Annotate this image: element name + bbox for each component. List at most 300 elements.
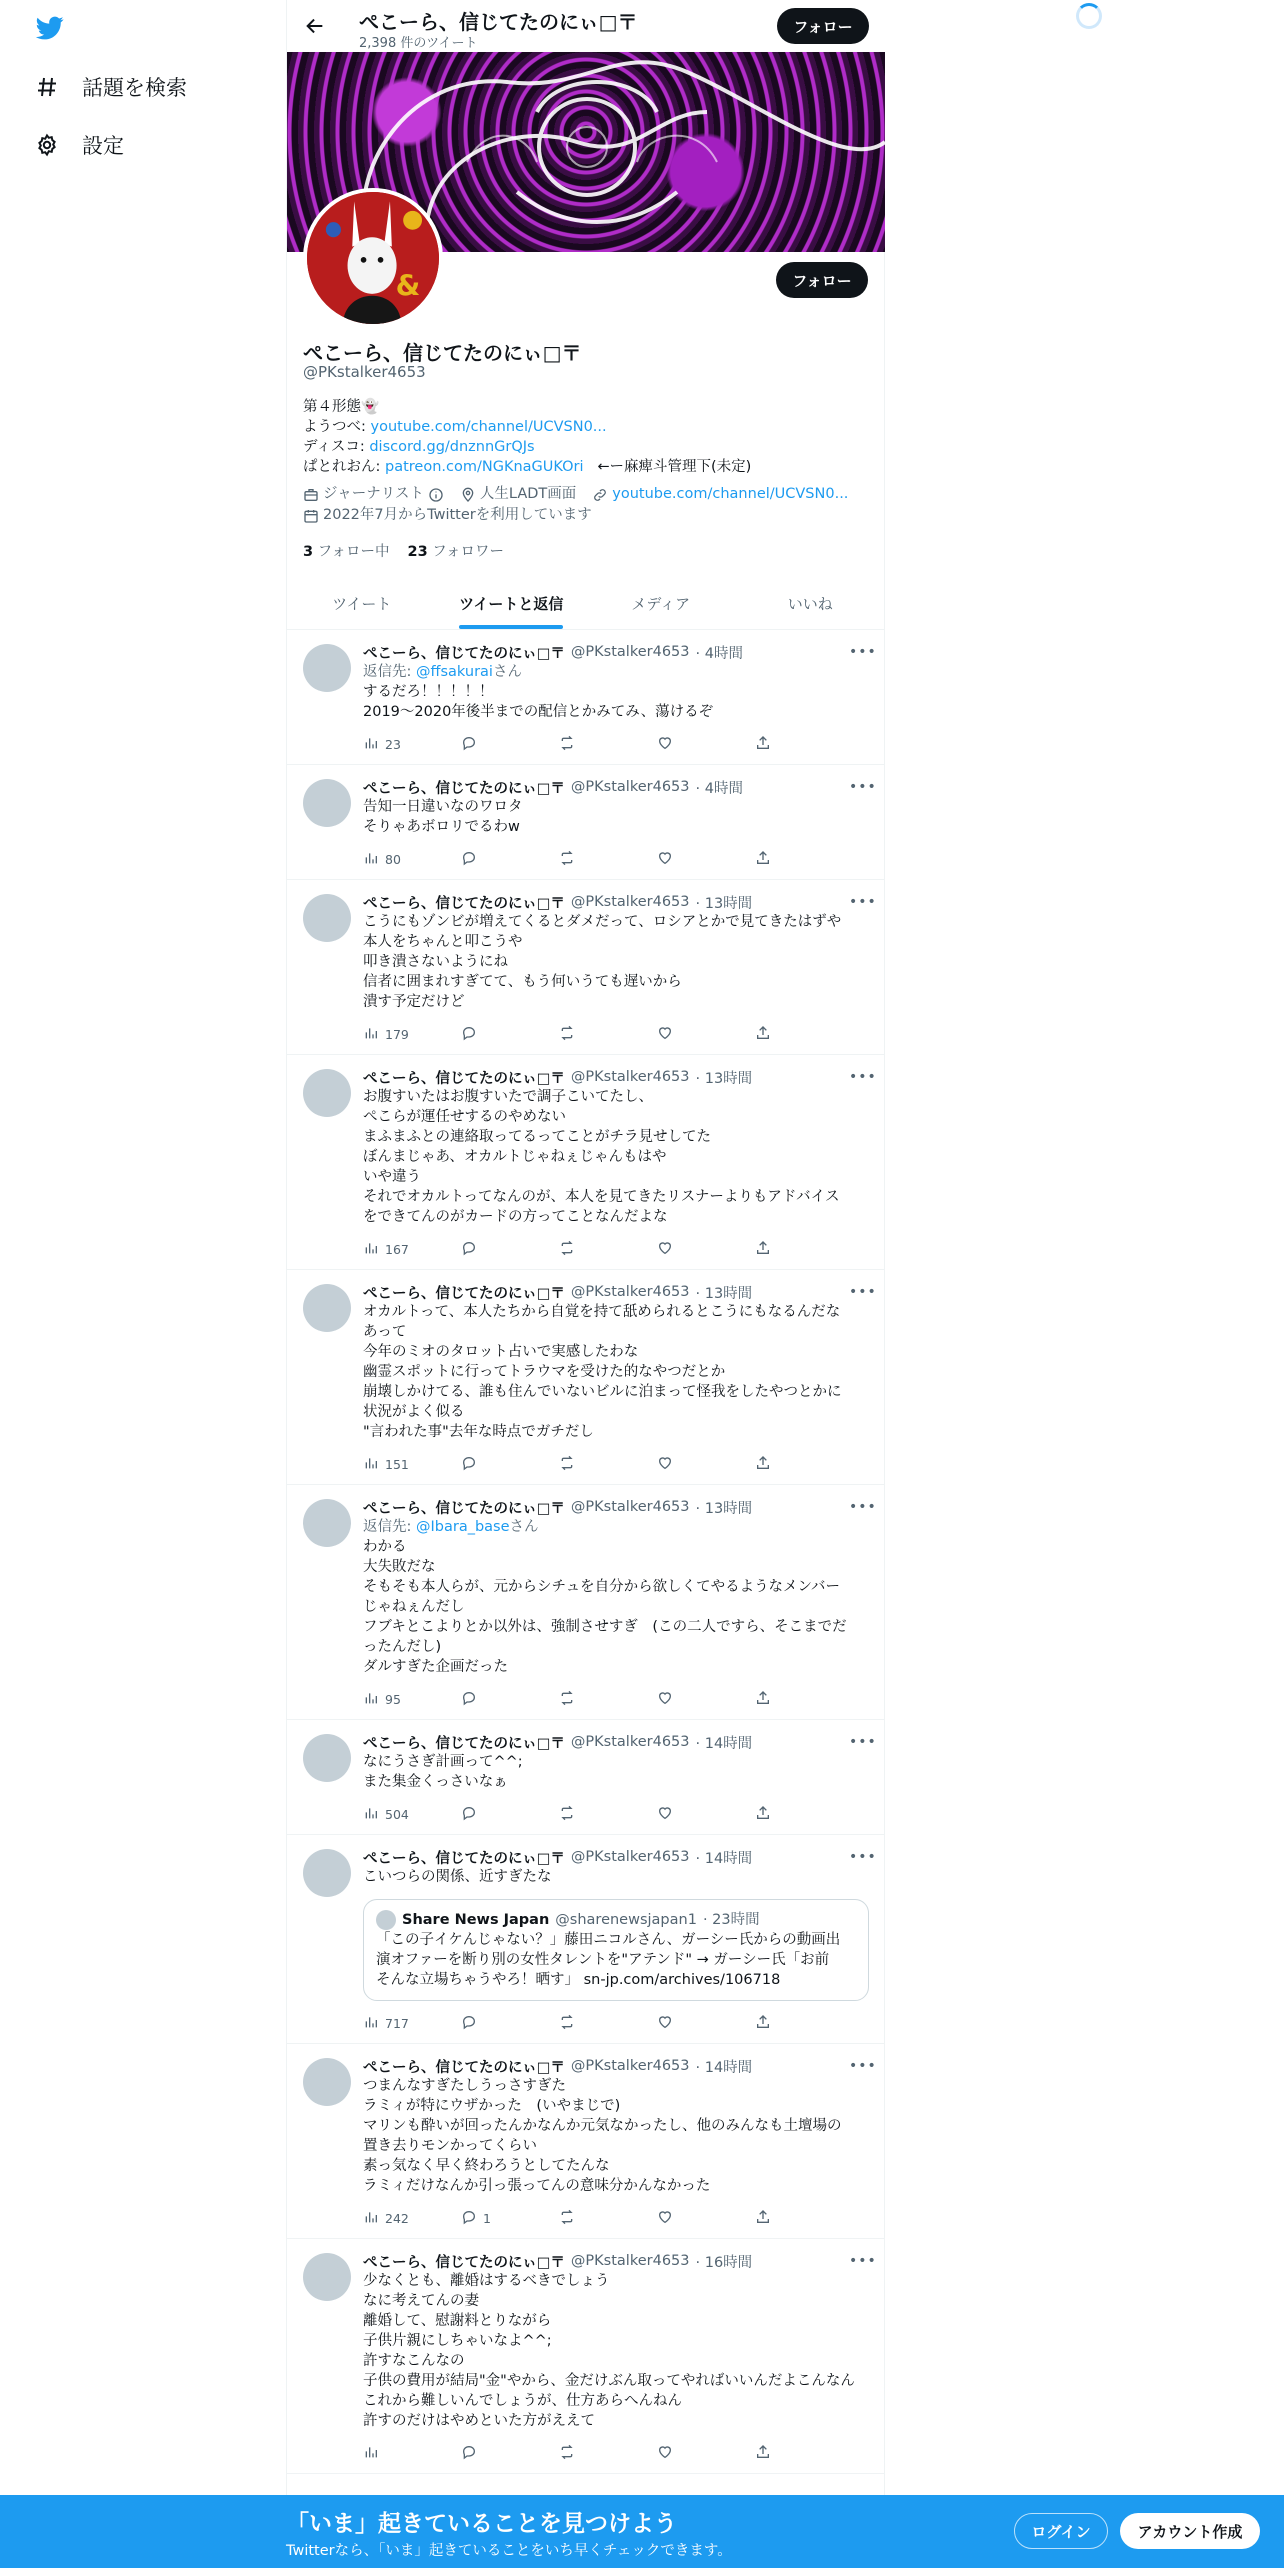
tweet-text-line: をできてんのがカードの方ってことなんだよな: [363, 1209, 668, 1225]
reply-button[interactable]: [461, 849, 559, 869]
info-icon[interactable]: [428, 487, 444, 503]
quote-text-line: 演オファーを断り別の女性タレントを"アテンド" → ガーシー氏「お前: [376, 1952, 830, 1968]
signup-button[interactable]: アカウント作成: [1120, 2513, 1260, 2549]
tweet-text-line: オカルトって、本人たちから自覚を持て舐められるとこうにもなるんだな: [363, 1304, 841, 1320]
tweet[interactable]: [287, 765, 885, 880]
reply-icon: [461, 1455, 477, 1474]
share-button[interactable]: [755, 1024, 853, 1044]
retweet-icon: [559, 2444, 575, 2463]
profile-name: ぺこーら、信じてたのにぃ□〒: [303, 341, 582, 365]
share-button[interactable]: [755, 2443, 853, 2463]
tweet[interactable]: [287, 2239, 885, 2474]
login-button[interactable]: ログイン: [1014, 2513, 1108, 2549]
tweet-time[interactable]: · 4時間: [695, 645, 743, 662]
like-button[interactable]: [657, 2013, 755, 2033]
tweet-text-line: 本人をちゃんと叩こうや: [363, 934, 523, 950]
profile-avatar[interactable]: [303, 188, 443, 328]
share-button[interactable]: [755, 2013, 853, 2033]
views-icon: [363, 1240, 379, 1259]
views-button[interactable]: 151: [363, 1454, 461, 1474]
views-button[interactable]: [363, 2443, 461, 2463]
tweet-text-line: 子供片親にしちゃいなよ^^;: [363, 2333, 552, 2349]
views-icon: [363, 2014, 379, 2033]
tweet[interactable]: [287, 1055, 885, 1270]
tweet-time[interactable]: · 14時間: [695, 2059, 753, 2076]
tweet-time[interactable]: · 16時間: [695, 2254, 753, 2271]
tweet-author-handle[interactable]: @PKstalker4653: [570, 2253, 690, 2269]
tweet-avatar[interactable]: [303, 779, 351, 827]
tweet-actions: [363, 1239, 869, 1259]
tweet-author-name[interactable]: ぺこーら、信じてたのにぃ□〒: [363, 1735, 565, 1752]
tweet-text-line: 状況がよく似る: [363, 1404, 465, 1420]
share-icon: [755, 1240, 771, 1259]
tweet-reply-context: 返信先: @Ibara_baseさん: [363, 1519, 539, 1535]
tweet-author-handle[interactable]: @PKstalker4653: [570, 2058, 690, 2074]
share-icon: [755, 2209, 771, 2228]
quote-tweet[interactable]: [363, 1899, 869, 2001]
reply-button[interactable]: [461, 2443, 559, 2463]
tweet-text: [363, 912, 869, 1012]
reply-to-link[interactable]: @ffsakurai: [416, 664, 493, 680]
retweet-button[interactable]: [559, 1804, 657, 1824]
tweet-author-handle[interactable]: @PKstalker4653: [570, 1734, 690, 1750]
tweet-text-line: 置き去りモンかってくらい: [363, 2138, 537, 2154]
loading-spinner-icon: [1076, 3, 1102, 29]
tab-tweets-and-replies[interactable]: ツイートと返信: [437, 578, 587, 629]
tweet-author-name[interactable]: ぺこーら、信じてたのにぃ□〒: [363, 1070, 565, 1087]
tweet-text-line: ぼんまじゃあ、オカルトじゃねぇじゃんもはや: [363, 1149, 667, 1165]
like-icon: [657, 2444, 673, 2463]
tweet-header: [363, 1067, 877, 1087]
more-icon[interactable]: •••: [849, 1849, 877, 1865]
bio-patreon-line: ぱとれおん: patreon.com/NGKnaGUKOri ←ー麻痺斗管理下(未定): [303, 459, 752, 475]
retweet-icon: [559, 1805, 575, 1824]
like-icon: [657, 1455, 673, 1474]
tweet[interactable]: [287, 1270, 885, 1485]
reply-icon: [461, 2209, 477, 2228]
tweet-text-line: "言われた事"去年な時点でガチだし: [363, 1424, 594, 1440]
reply-button[interactable]: [461, 1454, 559, 1474]
reply-button[interactable]: [461, 2013, 559, 2033]
tweet-avatar[interactable]: [303, 1284, 351, 1332]
tweet-header: [363, 1282, 877, 1302]
views-button[interactable]: 179: [363, 1024, 461, 1044]
retweet-icon: [559, 1455, 575, 1474]
reply-button[interactable]: [461, 1239, 559, 1259]
tweet-header: [363, 2251, 877, 2271]
like-button[interactable]: [657, 1239, 755, 1259]
tweet-time[interactable]: · 13時間: [695, 895, 753, 912]
reply-button[interactable]: [461, 734, 559, 754]
signup-banner-subtitle: Twitterなら、「いま」起きていることをいち早くチェックできます。: [286, 2543, 732, 2559]
followers-link[interactable]: 23 フォロワー: [407, 544, 505, 560]
like-button[interactable]: [657, 849, 755, 869]
views-button[interactable]: 95: [363, 1689, 461, 1709]
tweet-text: [363, 797, 869, 837]
nav-explore-label: 話題を検索: [82, 76, 187, 100]
tweet-text-line: 告知一日違いなのワロタ: [363, 799, 523, 815]
like-icon: [657, 850, 673, 869]
tweet-time[interactable]: · 14時間: [695, 1850, 753, 1867]
tweet-text: [363, 2271, 869, 2431]
tweet-author-name[interactable]: ぺこーら、信じてたのにぃ□〒: [363, 1500, 565, 1517]
like-icon: [657, 735, 673, 754]
tweet-time[interactable]: · 13時間: [695, 1285, 753, 1302]
profile-column: [286, 0, 885, 2568]
bio-youtube-link[interactable]: youtube.com/channel/UCVSN0...: [370, 419, 607, 435]
tweet-actions: [363, 1024, 869, 1044]
profile-location: 人生LADT画面: [460, 484, 576, 505]
tweet-text-line: これから難しいんでしょうが、仕方あらへんねん: [363, 2393, 682, 2409]
views-icon: [363, 1025, 379, 1044]
share-icon: [755, 1690, 771, 1709]
tab-media[interactable]: メディア: [631, 595, 691, 613]
like-button[interactable]: [657, 734, 755, 754]
share-icon: [755, 850, 771, 869]
tweet-text-line: そりゃあボロリでるわw: [363, 819, 520, 835]
views-icon: [363, 735, 379, 754]
quote-text-line: そんな立場ちゃうやろ！晒す」 sn-jp.com/archives/106718: [376, 1972, 781, 1988]
retweet-button[interactable]: [559, 1454, 657, 1474]
retweet-icon: [559, 1690, 575, 1709]
more-icon[interactable]: •••: [849, 1499, 877, 1515]
tweet-text: [363, 1867, 869, 1887]
quote-avatar: [376, 1910, 396, 1930]
views-icon: [363, 2444, 379, 2463]
retweet-button[interactable]: [559, 2013, 657, 2033]
tweet-avatar[interactable]: [303, 1069, 351, 1117]
tweet-avatar[interactable]: [303, 2253, 351, 2301]
signup-banner-title: 「いま」起きていることを見つけよう: [286, 2511, 677, 2537]
tweet-text-line: 素っ気なく早く終わろうとしてたんな: [363, 2158, 610, 2174]
profile-meta: [303, 484, 873, 526]
tweet[interactable]: [287, 630, 885, 765]
more-icon[interactable]: •••: [849, 1069, 877, 1085]
profile-category: ジャーナリスト: [303, 484, 444, 505]
share-button[interactable]: [755, 2208, 853, 2228]
nav-settings[interactable]: [34, 127, 124, 163]
header-profile-name: ぺこーら、信じてたのにぃ□〒: [359, 10, 638, 34]
nav-settings-label: 設定: [82, 134, 124, 158]
views-button[interactable]: 717: [363, 2013, 461, 2033]
tweet-header: [363, 2056, 877, 2076]
tweet-time[interactable]: · 4時間: [695, 780, 743, 797]
retweet-button[interactable]: [559, 849, 657, 869]
tweet-avatar[interactable]: [303, 1734, 351, 1782]
tweet-header: [363, 1847, 877, 1867]
tweet-text-line: ラミィだけなんか引っ張ってんの意味分かんなかった: [363, 2178, 711, 2194]
briefcase-icon: [303, 487, 319, 503]
tweet-text: [363, 682, 869, 722]
tweet-actions: [363, 1689, 869, 1709]
share-icon: [755, 1805, 771, 1824]
tweet-author-handle[interactable]: @PKstalker4653: [570, 1499, 690, 1515]
tweet-avatar[interactable]: [303, 2058, 351, 2106]
tweet-actions: [363, 849, 869, 869]
share-icon: [755, 1455, 771, 1474]
tweet-text-line: つまんなすぎたしうっさすぎた: [363, 2078, 566, 2094]
tweet-text-line: じゃねぇんだし: [363, 1599, 465, 1615]
retweet-icon: [559, 735, 575, 754]
more-icon[interactable]: •••: [849, 2058, 877, 2074]
location-icon: [460, 487, 476, 503]
tweet-header: [363, 892, 877, 912]
quote-author-handle: @sharenewsjapan1: [555, 1912, 697, 1928]
tweet-text-line: また集金くっさいなぁ: [363, 1774, 508, 1790]
twitter-logo-icon[interactable]: [34, 14, 66, 42]
profile-bio: [303, 397, 863, 477]
tab-likes[interactable]: いいね: [787, 595, 833, 613]
tab-tweets[interactable]: ツイート: [332, 595, 392, 613]
more-icon[interactable]: •••: [849, 1734, 877, 1750]
tweet-author-name[interactable]: ぺこーら、信じてたのにぃ□〒: [363, 1285, 565, 1302]
quote-time: · 23時間: [702, 1912, 760, 1928]
reply-icon: [461, 2444, 477, 2463]
like-button[interactable]: [657, 1804, 755, 1824]
share-icon: [755, 1025, 771, 1044]
tweet-header: [363, 1497, 877, 1517]
more-icon[interactable]: •••: [849, 894, 877, 910]
reply-button[interactable]: [461, 1689, 559, 1709]
tweet-author-name[interactable]: ぺこーら、信じてたのにぃ□〒: [363, 895, 565, 912]
tweet-text-line: フブキとこよりとか以外は、強制させすぎ (この二人ですら、そこまでだ: [363, 1619, 847, 1635]
reply-icon: [461, 1240, 477, 1259]
tweet-header: [363, 1732, 877, 1752]
bio-discord-link[interactable]: discord.gg/dnznnGrQJs: [369, 439, 535, 455]
tweet[interactable]: [287, 1485, 885, 1720]
tweet-text-line: 許すなこんなの: [363, 2353, 465, 2369]
retweet-icon: [559, 1240, 575, 1259]
tweet-avatar[interactable]: [303, 894, 351, 942]
tweet-text-line: 離婚して、慰謝料とりながら: [363, 2313, 552, 2329]
profile-website[interactable]: youtube.com/channel/UCVSN0...: [592, 484, 848, 505]
tweet-text-line: お腹すいたはお腹すいたで調子こいてたし、: [363, 1089, 653, 1105]
tweet-text-line: わかる: [363, 1539, 407, 1555]
share-button[interactable]: [755, 734, 853, 754]
tweet-text-line: 許すのだけはやめといた方がええて: [363, 2413, 595, 2429]
tweet-actions: [363, 2208, 869, 2228]
tweet-header: [363, 777, 877, 797]
tweet-text-line: ダルすぎた企画だった: [363, 1659, 508, 1675]
reply-icon: [461, 1025, 477, 1044]
calendar-icon: [303, 508, 319, 524]
reply-icon: [461, 2014, 477, 2033]
tweet-text-line: 叩き潰さないようにね: [363, 954, 508, 970]
share-icon: [755, 2014, 771, 2033]
reply-icon: [461, 1805, 477, 1824]
tweet-text: [363, 1537, 869, 1677]
views-icon: [363, 2209, 379, 2228]
share-icon: [755, 2444, 771, 2463]
tweet-author-handle[interactable]: @PKstalker4653: [570, 894, 690, 910]
tweet-text-line: こうにもゾンビが増えてくるとダメだって、ロシアとかで見てきたはずや: [363, 914, 842, 930]
like-icon: [657, 2209, 673, 2228]
tweet-text-line: ぺこらが運任せするのやめない: [363, 1109, 566, 1125]
tweet-text-line: 子供の費用が結局"金"やから、金だけぶん取ってやればいいんだよこんなん: [363, 2373, 855, 2389]
retweet-icon: [559, 850, 575, 869]
profile-handle: @PKstalker4653: [303, 363, 426, 381]
like-button[interactable]: [657, 2443, 755, 2463]
hashtag-icon: [34, 74, 60, 100]
tweet-author-handle[interactable]: @PKstalker4653: [570, 1069, 690, 1085]
tweet-text-line: 幽霊スポットに行ってトラウマを受けた的なやつだとか: [363, 1364, 726, 1380]
tweet-author-handle[interactable]: @PKstalker4653: [570, 779, 690, 795]
views-button[interactable]: 167: [363, 1239, 461, 1259]
retweet-button[interactable]: [559, 734, 657, 754]
like-icon: [657, 1025, 673, 1044]
tweet-author-name[interactable]: ぺこーら、信じてたのにぃ□〒: [363, 1850, 565, 1867]
tweet[interactable]: [287, 880, 885, 1055]
tweet-time[interactable]: · 13時間: [695, 1070, 753, 1087]
views-icon: [363, 1455, 379, 1474]
tweet-text-line: 2019〜2020年後半までの配信とかみてみ、蕩けるぞ: [363, 704, 714, 720]
profile-tabs: [287, 578, 885, 630]
tweet-time[interactable]: · 13時間: [695, 1500, 753, 1517]
nav-explore[interactable]: [34, 69, 187, 105]
tweet-text-line: 大失敗だな: [363, 1559, 436, 1575]
tweet-text-line: マリンも酔いが回ったんかなんか元気なかったし、他のみんなも土壇場の: [363, 2118, 842, 2134]
tweet-text-line: ったんだし): [363, 1639, 442, 1655]
tweet-text-line: それでオカルトってなんのが、本人を見てきたリスナーよりもアドバイス: [363, 1189, 840, 1205]
tweet-avatar[interactable]: [303, 644, 351, 692]
tweet-text-line: なにうさぎ計画って^^;: [363, 1754, 523, 1770]
retweet-icon: [559, 2014, 575, 2033]
reply-icon: [461, 1690, 477, 1709]
views-button[interactable]: 80: [363, 849, 461, 869]
share-button[interactable]: [755, 1804, 853, 1824]
bio-patreon-link[interactable]: patreon.com/NGKnaGUKOri: [385, 459, 584, 475]
like-icon: [657, 2014, 673, 2033]
tweet-text-line: 少なくとも、離婚はするべきでしょう: [363, 2273, 610, 2289]
share-button[interactable]: [755, 849, 853, 869]
tweet-actions: [363, 2443, 869, 2463]
like-button[interactable]: [657, 2208, 755, 2228]
tweet-author-name[interactable]: ぺこーら、信じてたのにぃ□〒: [363, 2059, 565, 2076]
tweet-text-line: するだろ！！！！！: [363, 684, 494, 700]
more-icon[interactable]: •••: [849, 1284, 877, 1300]
tweet-text-line: 今年のミオのタロット占いで実感したわな: [363, 1344, 639, 1360]
tweet-author-handle[interactable]: @PKstalker4653: [570, 1849, 690, 1865]
reply-button[interactable]: [461, 1024, 559, 1044]
like-button[interactable]: [657, 1689, 755, 1709]
tweet[interactable]: [287, 2044, 885, 2239]
reply-to-link[interactable]: @Ibara_base: [416, 1519, 510, 1535]
reply-button[interactable]: [461, 1804, 559, 1824]
tweet[interactable]: [287, 1835, 885, 2044]
views-icon: [363, 850, 379, 869]
retweet-button[interactable]: [559, 1239, 657, 1259]
share-button[interactable]: [755, 1454, 853, 1474]
like-icon: [657, 1805, 673, 1824]
more-icon[interactable]: •••: [849, 644, 877, 660]
profile-header-bar: [287, 0, 885, 52]
tweet[interactable]: [287, 1720, 885, 1835]
tweet-avatar[interactable]: [303, 1499, 351, 1547]
quote-text-line: 「この子イケんじゃない？」藤田ニコルさん、ガーシー氏からの動画出: [376, 1932, 841, 1948]
tweet-author-handle[interactable]: @PKstalker4653: [570, 644, 690, 660]
retweet-button[interactable]: [559, 1689, 657, 1709]
tweet-author-name[interactable]: ぺこーら、信じてたのにぃ□〒: [363, 645, 565, 662]
like-icon: [657, 1690, 673, 1709]
left-nav: [0, 0, 286, 2568]
tweet-text-line: あって: [363, 1324, 407, 1340]
more-icon[interactable]: •••: [849, 779, 877, 795]
svg-text:&: &: [395, 269, 421, 303]
tweet-header: [363, 642, 877, 662]
tweet-actions: [363, 1454, 869, 1474]
back-arrow-icon[interactable]: [301, 12, 329, 40]
tweet-text-line: こいつらの関係、近すぎたな: [363, 1869, 552, 1885]
tweet-text-line: 信者に囲まれすぎてて、もう何いうても遅いから: [363, 974, 682, 990]
tweet-author-name[interactable]: ぺこーら、信じてたのにぃ□〒: [363, 2254, 565, 2271]
tweet-text-line: まふまふとの連絡取ってるってことがチラ見せしてた: [363, 1129, 711, 1145]
retweet-button[interactable]: [559, 2443, 657, 2463]
quote-author-name: Share News Japan: [402, 1912, 550, 1928]
retweet-icon: [559, 1025, 575, 1044]
tweet-text-line: そもそも本人らが、元からシチュを自分から欲しくてやるようなメンバー: [363, 1579, 841, 1595]
gear-icon: [34, 132, 60, 158]
retweet-icon: [559, 2209, 575, 2228]
tweet-text-line: ラミィが特にウザかった (いやまじで): [363, 2098, 621, 2114]
tweet-author-handle[interactable]: @PKstalker4653: [570, 1284, 690, 1300]
like-icon: [657, 1240, 673, 1259]
share-button[interactable]: [755, 1689, 853, 1709]
views-button[interactable]: 504: [363, 1804, 461, 1824]
profile-joined: 2022年7月からTwitterを利用しています: [303, 505, 592, 526]
tweet-text: [363, 2076, 869, 2196]
reply-icon: [461, 850, 477, 869]
views-icon: [363, 1690, 379, 1709]
more-icon[interactable]: •••: [849, 2253, 877, 2269]
tweet-text: [363, 1752, 869, 1792]
retweet-button[interactable]: [559, 1024, 657, 1044]
reply-button[interactable]: 1: [461, 2208, 559, 2228]
header-tweet-count: 2,398 件のツイート: [359, 36, 478, 51]
bio-line: 第４形態👻: [303, 399, 380, 415]
follow-button[interactable]: フォロー: [776, 262, 868, 298]
tweet-text-line: なに考えてんの妻: [363, 2293, 479, 2309]
share-button[interactable]: [755, 1239, 853, 1259]
following-link[interactable]: 3 フォロー中: [303, 544, 390, 560]
follow-stats: [303, 540, 504, 561]
signup-banner: [0, 2495, 1284, 2568]
tweet-text-line: 潰す予定だけど: [363, 994, 465, 1010]
views-button[interactable]: 23: [363, 734, 461, 754]
bio-youtube-line: ようつべ: youtube.com/channel/UCVSN0...: [303, 419, 607, 435]
like-button[interactable]: [657, 1024, 755, 1044]
retweet-button[interactable]: [559, 2208, 657, 2228]
link-icon: [592, 487, 608, 503]
views-icon: [363, 1805, 379, 1824]
tweet-time[interactable]: · 14時間: [695, 1735, 753, 1752]
bio-discord-line: ディスコ: discord.gg/dnznnGrQJs: [303, 439, 535, 455]
views-button[interactable]: 242: [363, 2208, 461, 2228]
tweet-actions: [363, 1804, 869, 1824]
like-button[interactable]: [657, 1454, 755, 1474]
tweet-reply-context: 返信先: @ffsakuraiさん: [363, 664, 522, 680]
share-icon: [755, 735, 771, 754]
tweet-avatar[interactable]: [303, 1849, 351, 1897]
follow-button-header[interactable]: フォロー: [777, 8, 869, 44]
tweet-text-line: いや違う: [363, 1169, 421, 1185]
tweet-text: [363, 1087, 869, 1227]
tweet-feed: [287, 630, 885, 2474]
tweet-text-line: 崩壊しかけてる、誰も住んでいないビルに泊まって怪我をしたやつとかに: [363, 1384, 842, 1400]
tweet-actions: [363, 2013, 869, 2033]
tweet-text: [363, 1302, 869, 1442]
tweet-author-name[interactable]: ぺこーら、信じてたのにぃ□〒: [363, 780, 565, 797]
reply-icon: [461, 735, 477, 754]
